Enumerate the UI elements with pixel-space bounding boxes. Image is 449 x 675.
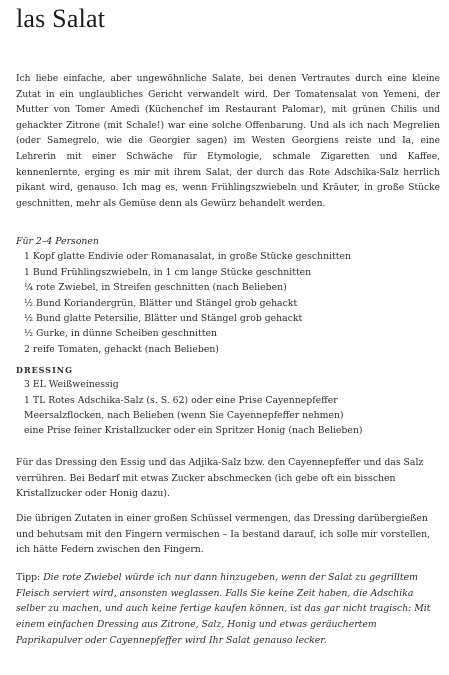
- ingredient-item: ½ Gurke, in dünne Scheiben geschnitten: [24, 328, 217, 340]
- step-2: Die übrigen Zutaten in einer großen Schüssel vermengen, das Dressing darübergießen und behutsam mit den Fingern vermischen – Ia bestand darauf, ich solle mir vorstellen, ich hätte Federn zwischen den Fingern.: [16, 512, 431, 556]
- recipe-page: [16, 0, 440, 649]
- recipe-title: las Salat: [16, 4, 106, 33]
- dressing-list: [16, 377, 440, 439]
- ingredient-item: ¼ rote Zwiebel, in Streifen geschnitten (nach Belieben): [24, 282, 287, 294]
- dressing-item: 1 TL Rotes Adschika-Salz (s. S. 62) oder eine Prise Cayennepfeffer: [24, 394, 338, 406]
- ingredient-item: 1 Kopf glatte Endivie oder Romanasalat, in große Stücke geschnitten: [24, 251, 352, 263]
- ingredient-item: ½ Bund glatte Petersilie, Blätter und Stängel grob gehackt: [24, 312, 303, 324]
- ingredient-list: [16, 249, 440, 357]
- servings: Für 2–4 Personen: [16, 236, 99, 248]
- intro-paragraph: Ich liebe einfache, aber ungewöhnliche Salate, bei denen Vertrautes durch eine kleine Zutat in ein unglaubliches Gericht verwandelt wird. Der Tomatensalat von Yemeni, der Mutter von Tomer Amedi (Küchenchef im Restaurant Palomar), mit grünen Chilis und gehackter Zitrone (mit Schale!) war eine solche Offenbarung. Und als ich nach Megrelien (oder Samegrelo, wie die Georgier sagen) im Westen Georgiens reiste und Ia, eine Lehrerin mit einer Schwäche für Etymologie, schmale Zigaretten und Kaffee, kennenlernte, erging es mir mit ihrem Salat, der durch das Rote Adschika-Salz herrlich pikant wird, genauso. Ich mag es, wenn Frühlingszwiebeln und Kräuter, in große Stücke geschnitten, mehr als Gemüse denn als Gewürz behandelt werden.: [16, 74, 440, 209]
- dressing-heading: DRESSING: [16, 365, 73, 376]
- tip-paragraph: [16, 570, 440, 649]
- dressing-item: Meersalzflocken, nach Belieben (wenn Sie Cayennepfeffer nehmen): [24, 410, 344, 421]
- dressing-item: 3 EL Weißweinessig: [24, 379, 119, 391]
- step-1: Für das Dressing den Essig und das Adjika-Salz bzw. den Cayennepfeffer und das Salz verrühren. Bei Bedarf mit etwas Zucker abschmecken (ich gebe oft ein bisschen Kristallzucker oder Honig dazu).: [16, 456, 424, 500]
- dressing-item: eine Prise feiner Kristallzucker oder ein Spritzer Honig (nach Belieben): [24, 425, 363, 437]
- ingredient-item: 2 reife Tomaten, gehackt (nach Belieben): [24, 343, 219, 355]
- tip-label: Tipp:: [16, 572, 41, 584]
- ingredient-item: ½ Bund Koriandergrün, Blätter und Stängel grob gehackt: [24, 297, 298, 309]
- ingredient-item: 1 Bund Frühlingszwiebeln, in 1 cm lange Stücke geschnitten: [24, 266, 312, 278]
- tip-text: Die rote Zwiebel würde ich nur dann hinzugeben, wenn der Salat zu gegrilltem Fleisch serviert wird, ansonsten weglassen. Falls Sie keine Zeit haben, die Adschika selber zu machen, und auch keine fertige kaufen können, ist das gar nicht tragisch: Mit einem einfachen Dressing aus Zitrone, Salz, Honig und etwas geräuchertem Paprikapulver oder Cayennepfeffer wird Ihr Salat genauso lecker.: [16, 572, 431, 646]
